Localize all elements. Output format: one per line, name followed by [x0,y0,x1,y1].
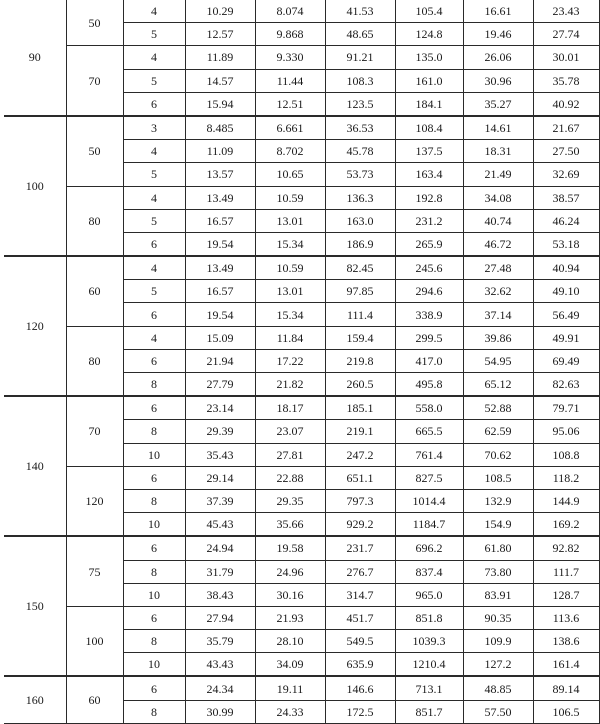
value-cell: 154.9 [463,513,533,537]
value-cell: 10 [123,653,185,677]
value-cell: 21.82 [255,373,325,397]
value-cell: 219.1 [325,420,395,443]
value-cell: 53.18 [533,232,599,256]
value-cell: 21.94 [185,349,255,372]
size-b-cell: 80 [66,326,123,396]
value-cell: 65.12 [463,373,533,397]
value-cell: 5 [123,280,185,303]
value-cell: 92.82 [533,536,599,560]
value-cell: 163.0 [325,209,395,232]
value-cell: 169.2 [533,513,599,537]
value-cell: 219.8 [325,349,395,372]
value-cell: 15.34 [255,232,325,256]
value-cell: 79.71 [533,396,599,420]
value-cell: 49.91 [533,326,599,349]
value-cell: 12.57 [185,23,255,46]
value-cell: 696.2 [395,536,463,560]
value-cell: 837.4 [395,560,463,583]
value-cell: 28.10 [255,630,325,653]
value-cell: 11.84 [255,326,325,349]
value-cell: 27.74 [533,23,599,46]
value-cell: 16.57 [185,209,255,232]
value-cell: 15.34 [255,303,325,326]
value-cell: 138.6 [533,630,599,653]
value-cell: 4 [123,46,185,69]
value-cell: 8 [123,489,185,512]
value-cell: 19.58 [255,536,325,560]
value-cell: 35.78 [533,69,599,92]
value-cell: 48.85 [463,676,533,700]
value-cell: 265.9 [395,232,463,256]
value-cell: 4 [123,0,185,23]
value-cell: 4 [123,186,185,209]
value-cell: 6 [123,606,185,629]
value-cell: 127.2 [463,653,533,677]
value-cell: 19.11 [255,676,325,700]
value-cell: 10 [123,513,185,537]
value-cell: 8 [123,420,185,443]
value-cell: 6 [123,536,185,560]
value-cell: 30.96 [463,69,533,92]
value-cell: 70.62 [463,443,533,466]
value-cell: 15.09 [185,326,255,349]
value-cell: 54.95 [463,349,533,372]
value-cell: 38.57 [533,186,599,209]
value-cell: 23.07 [255,420,325,443]
value-cell: 48.65 [325,23,395,46]
size-h-cell: 150 [4,536,66,676]
value-cell: 132.9 [463,489,533,512]
value-cell: 17.22 [255,349,325,372]
table-row [4,536,599,560]
value-cell: 185.1 [325,396,395,420]
value-cell: 6 [123,349,185,372]
value-cell: 45.43 [185,513,255,537]
value-cell: 24.33 [255,700,325,723]
value-cell: 851.7 [395,700,463,723]
value-cell: 6 [123,676,185,700]
size-b-cell: 60 [66,256,123,326]
value-cell: 299.5 [395,326,463,349]
value-cell: 118.2 [533,466,599,489]
value-cell: 128.7 [533,583,599,606]
value-cell: 18.31 [463,140,533,163]
value-cell: 40.74 [463,209,533,232]
value-cell: 56.49 [533,303,599,326]
value-cell: 18.17 [255,396,325,420]
value-cell: 1014.4 [395,489,463,512]
value-cell: 124.8 [395,23,463,46]
value-cell: 15.94 [185,92,255,116]
value-cell: 10 [123,583,185,606]
value-cell: 713.1 [395,676,463,700]
size-b-cell: 100 [66,606,123,676]
value-cell: 27.94 [185,606,255,629]
value-cell: 8.702 [255,140,325,163]
table-row [4,396,599,420]
value-cell: 24.96 [255,560,325,583]
size-b-cell: 70 [66,396,123,466]
value-cell: 21.67 [533,116,599,140]
table-row [4,466,599,489]
value-cell: 108.3 [325,69,395,92]
value-cell: 417.0 [395,349,463,372]
value-cell: 61.80 [463,536,533,560]
value-cell: 184.1 [395,92,463,116]
value-cell: 6 [123,396,185,420]
value-cell: 245.6 [395,256,463,280]
value-cell: 5 [123,23,185,46]
value-cell: 231.2 [395,209,463,232]
size-h-cell: 140 [4,396,66,536]
value-cell: 35.79 [185,630,255,653]
value-cell: 8.485 [185,116,255,140]
value-cell: 41.53 [325,0,395,23]
value-cell: 186.9 [325,232,395,256]
value-cell: 108.8 [533,443,599,466]
table-row [4,326,599,349]
value-cell: 45.78 [325,140,395,163]
value-cell: 6 [123,232,185,256]
value-cell: 29.39 [185,420,255,443]
value-cell: 29.14 [185,466,255,489]
value-cell: 13.57 [185,163,255,186]
value-cell: 82.63 [533,373,599,397]
value-cell: 1184.7 [395,513,463,537]
value-cell: 108.5 [463,466,533,489]
value-cell: 8 [123,560,185,583]
value-cell: 73.80 [463,560,533,583]
value-cell: 338.9 [395,303,463,326]
value-cell: 89.14 [533,676,599,700]
value-cell: 24.34 [185,676,255,700]
value-cell: 95.06 [533,420,599,443]
value-cell: 192.8 [395,186,463,209]
value-cell: 19.54 [185,303,255,326]
value-cell: 14.61 [463,116,533,140]
table-row [4,116,599,140]
value-cell: 62.59 [463,420,533,443]
value-cell: 3 [123,116,185,140]
value-cell: 105.4 [395,0,463,23]
value-cell: 30.01 [533,46,599,69]
value-cell: 665.5 [395,420,463,443]
value-cell: 4 [123,326,185,349]
value-cell: 9.330 [255,46,325,69]
value-cell: 97.85 [325,280,395,303]
value-cell: 24.94 [185,536,255,560]
value-cell: 21.49 [463,163,533,186]
value-cell: 247.2 [325,443,395,466]
table-row [4,46,599,69]
value-cell: 8 [123,630,185,653]
value-cell: 43.43 [185,653,255,677]
table-row [4,256,599,280]
value-cell: 11.44 [255,69,325,92]
value-cell: 10 [123,443,185,466]
value-cell: 163.4 [395,163,463,186]
value-cell: 37.14 [463,303,533,326]
size-b-cell: 75 [66,536,123,606]
value-cell: 13.01 [255,209,325,232]
value-cell: 8 [123,373,185,397]
size-b-cell: 50 [66,116,123,186]
value-cell: 965.0 [395,583,463,606]
value-cell: 136.3 [325,186,395,209]
value-cell: 137.5 [395,140,463,163]
value-cell: 19.54 [185,232,255,256]
value-cell: 26.06 [463,46,533,69]
value-cell: 52.88 [463,396,533,420]
value-cell: 23.43 [533,0,599,23]
value-cell: 8 [123,700,185,723]
value-cell: 34.08 [463,186,533,209]
value-cell: 108.4 [395,116,463,140]
table-row [4,676,599,700]
value-cell: 10.29 [185,0,255,23]
value-cell: 29.35 [255,489,325,512]
size-h-cell: 100 [4,116,66,256]
value-cell: 69.49 [533,349,599,372]
value-cell: 111.4 [325,303,395,326]
value-cell: 40.94 [533,256,599,280]
value-cell: 172.5 [325,700,395,723]
value-cell: 10.65 [255,163,325,186]
value-cell: 851.8 [395,606,463,629]
value-cell: 123.5 [325,92,395,116]
value-cell: 6 [123,466,185,489]
value-cell: 40.92 [533,92,599,116]
value-cell: 5 [123,209,185,232]
value-cell: 111.7 [533,560,599,583]
value-cell: 635.9 [325,653,395,677]
value-cell: 6 [123,92,185,116]
value-cell: 32.62 [463,280,533,303]
value-cell: 34.09 [255,653,325,677]
value-cell: 558.0 [395,396,463,420]
value-cell: 14.57 [185,69,255,92]
value-cell: 651.1 [325,466,395,489]
value-cell: 53.73 [325,163,395,186]
value-cell: 16.57 [185,280,255,303]
value-cell: 161.0 [395,69,463,92]
value-cell: 10.59 [255,256,325,280]
value-cell: 57.50 [463,700,533,723]
value-cell: 23.14 [185,396,255,420]
value-cell: 35.43 [185,443,255,466]
value-cell: 797.3 [325,489,395,512]
value-cell: 5 [123,163,185,186]
value-cell: 90.35 [463,606,533,629]
value-cell: 231.7 [325,536,395,560]
value-cell: 144.9 [533,489,599,512]
value-cell: 113.6 [533,606,599,629]
value-cell: 27.79 [185,373,255,397]
value-cell: 30.16 [255,583,325,606]
size-b-cell: 70 [66,46,123,116]
value-cell: 91.21 [325,46,395,69]
size-b-cell: 80 [66,186,123,256]
value-cell: 4 [123,140,185,163]
value-cell: 8.074 [255,0,325,23]
value-cell: 5 [123,69,185,92]
value-cell: 12.51 [255,92,325,116]
size-b-cell: 60 [66,676,123,723]
value-cell: 106.5 [533,700,599,723]
value-cell: 11.09 [185,140,255,163]
value-cell: 49.10 [533,280,599,303]
value-cell: 10.59 [255,186,325,209]
value-cell: 549.5 [325,630,395,653]
value-cell: 39.86 [463,326,533,349]
value-cell: 929.2 [325,513,395,537]
value-cell: 82.45 [325,256,395,280]
value-cell: 46.24 [533,209,599,232]
value-cell: 276.7 [325,560,395,583]
value-cell: 451.7 [325,606,395,629]
table-row [4,186,599,209]
value-cell: 260.5 [325,373,395,397]
value-cell: 38.43 [185,583,255,606]
value-cell: 32.69 [533,163,599,186]
value-cell: 761.4 [395,443,463,466]
value-cell: 4 [123,256,185,280]
value-cell: 827.5 [395,466,463,489]
value-cell: 495.8 [395,373,463,397]
value-cell: 35.27 [463,92,533,116]
value-cell: 36.53 [325,116,395,140]
value-cell: 16.61 [463,0,533,23]
value-cell: 13.49 [185,186,255,209]
value-cell: 109.9 [463,630,533,653]
value-cell: 19.46 [463,23,533,46]
size-b-cell: 50 [66,0,123,46]
table-row [4,0,599,23]
value-cell: 30.99 [185,700,255,723]
value-cell: 21.93 [255,606,325,629]
value-cell: 22.88 [255,466,325,489]
value-cell: 11.89 [185,46,255,69]
value-cell: 13.49 [185,256,255,280]
value-cell: 83.91 [463,583,533,606]
value-cell: 314.7 [325,583,395,606]
value-cell: 37.39 [185,489,255,512]
value-cell: 9.868 [255,23,325,46]
value-cell: 6 [123,303,185,326]
value-cell: 294.6 [395,280,463,303]
value-cell: 27.81 [255,443,325,466]
value-cell: 161.4 [533,653,599,677]
value-cell: 135.0 [395,46,463,69]
value-cell: 159.4 [325,326,395,349]
size-h-cell: 90 [4,0,66,116]
value-cell: 1039.3 [395,630,463,653]
value-cell: 35.66 [255,513,325,537]
value-cell: 146.6 [325,676,395,700]
value-cell: 6.661 [255,116,325,140]
value-cell: 46.72 [463,232,533,256]
value-cell: 31.79 [185,560,255,583]
table-row [4,606,599,629]
section-property-table [4,0,600,724]
value-cell: 13.01 [255,280,325,303]
size-h-cell: 160 [4,676,66,723]
size-b-cell: 120 [66,466,123,536]
size-h-cell: 120 [4,256,66,396]
table-body [4,0,599,723]
value-cell: 27.50 [533,140,599,163]
value-cell: 27.48 [463,256,533,280]
value-cell: 1210.4 [395,653,463,677]
